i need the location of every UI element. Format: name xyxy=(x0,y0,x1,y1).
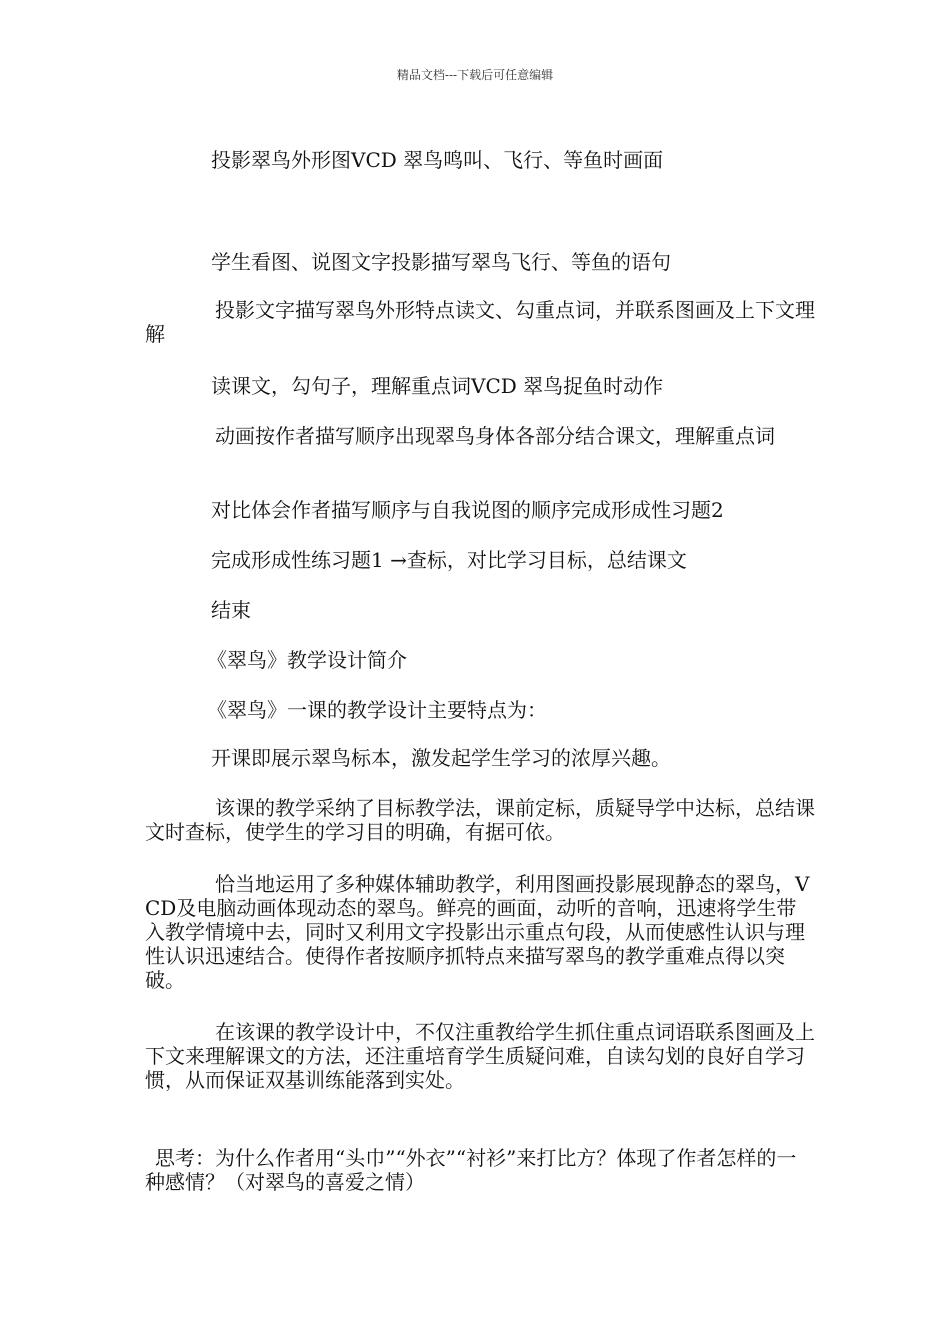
paragraph: 思考：为什么作者用“头巾”“外衣”“衬衫”来打比方？体现了作者怎样的一种感情？（对翠鸟的喜爱之情） xyxy=(145,1146,797,1194)
paragraph: 读课文，勾句子，理解重点词VCD 翠鸟捉鱼时动作 xyxy=(211,374,664,398)
paragraph: 投影翠鸟外形图VCD 翠鸟鸣叫、飞行、等鱼时画面 xyxy=(211,148,664,172)
paragraph: 对比体会作者描写顺序与自我说图的顺序完成形成性习题2 xyxy=(211,498,724,522)
page-header: 精品文档---下载后可任意编辑 xyxy=(396,68,554,82)
paragraph: 动画按作者描写顺序出现翠鸟身体各部分结合课文，理解重点词 xyxy=(215,424,775,448)
paragraph: 投影文字描写翠鸟外形特点读文、勾重点词，并联系图画及上下文理解 xyxy=(145,298,815,346)
paragraph: 《翠鸟》教学设计简介 xyxy=(207,648,407,672)
paragraph: 该课的教学采纳了目标教学法，课前定标，质疑导学中达标，总结课文时查标，使学生的学习目的明确，有据可依。 xyxy=(145,796,815,844)
paragraph: 学生看图、说图文字投影描写翠鸟飞行、等鱼的语句 xyxy=(211,250,671,274)
paragraph: 恰当地运用了多种媒体辅助教学，利用图画投影展现静态的翠鸟，VCD及电脑动画体现动态的翠鸟。鲜亮的画面，动听的音响，迅速将学生带入教学情境中去，同时又利用文字投影出示重点句段，从而使感性认识与理性认识迅速结合。使得作者按顺序抓特点来描写翠鸟的教学重难点得以突破。 xyxy=(145,872,810,992)
paragraph: 开课即展示翠鸟标本，激发起学生学习的浓厚兴趣。 xyxy=(211,746,671,770)
paragraph: 在该课的教学设计中，不仅注重教给学生抓住重点词语联系图画及上下文来理解课文的方法，还注重培育学生质疑问难，自读勾划的良好自学习惯，从而保证双基训练能落到实处。 xyxy=(145,1020,815,1092)
paragraph: 完成形成性练习题1 →查标，对比学习目标，总结课文 xyxy=(211,548,687,572)
paragraph: 结束 xyxy=(211,598,251,622)
paragraph: 《翠鸟》一课的教学设计主要特点为： xyxy=(207,698,547,722)
